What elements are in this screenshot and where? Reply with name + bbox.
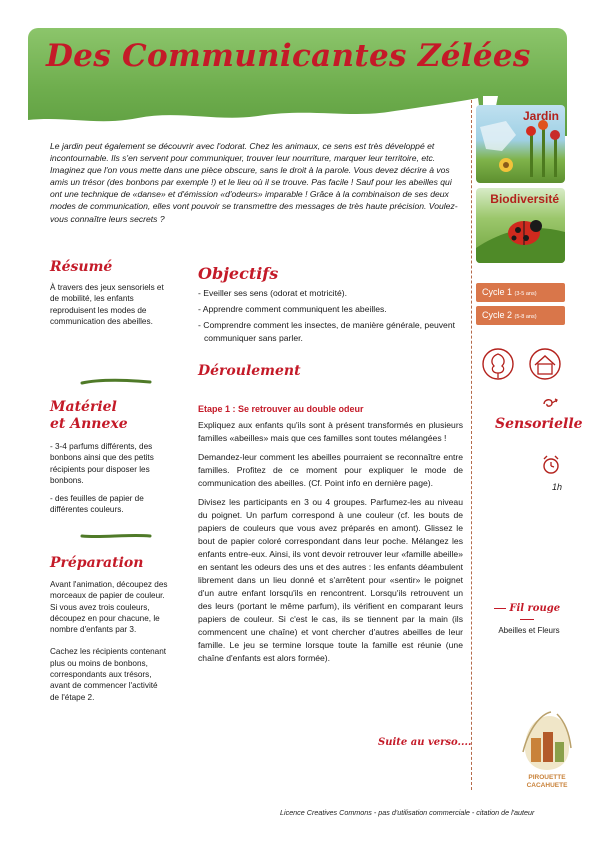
card-label-jardin: Jardin <box>522 109 559 123</box>
fil-rouge-label: Fil rouge <box>509 603 561 614</box>
deroulement-text <box>198 419 463 671</box>
alarm-clock-icon <box>541 454 561 476</box>
intro-paragraph: Imaginez que l'on vous mette dans une pièce obscure, sans le droit à la parole. Vous devez décrire à vos amis un trésor (des bonbons par exemple !) et le lieu où il se trouve. Pas facile ! Sauf pour les abeilles qui ont une technique de «danse» et d'émission «d'odeurs» imparable ! Grâce à la combinaison de ses deux modes de communication, elles vont pouvoir se transmettre des messages de très haute précision. Voulez-vous connaître leurs secrets ? <box>50 165 458 224</box>
objectif-item: - Apprendre comment communiquent les abeilles. <box>198 304 387 314</box>
cycle-badge-1 <box>476 283 565 302</box>
intro-paragraph: Le jardin peut également se découvrir avec l'odorat. Chez les animaux, ce sens est très développé et incontournable. Ils s'en servent pour communiquer, trouver leur nourriture, marquer leur territoire, etc. <box>50 141 436 164</box>
theme-card-biodiversite <box>476 188 565 263</box>
fil-rouge-heading <box>486 603 568 625</box>
column-divider <box>471 100 472 790</box>
preparation-text <box>50 579 168 703</box>
page-title: Des Communicantes Zélées <box>46 38 531 74</box>
outdoor-icon <box>480 346 516 382</box>
deroulement-paragraph: Expliquez aux enfants qu'ils sont à présent transformés en plusieurs familles «abeilles» mais que ces familles sont toutes mélangées ! <box>198 420 463 443</box>
cycle-label: Cycle 1 <box>482 287 513 297</box>
objectifs-heading: Objectifs <box>198 264 279 283</box>
logo-line1: PIROUETTE <box>528 774 566 781</box>
intro-text <box>50 140 465 225</box>
cycle-badge-2 <box>476 306 565 325</box>
cycle-age: (5-8 ans) <box>514 314 537 320</box>
duration-value: 1h <box>552 482 563 492</box>
deroulement-paragraph: Divisez les participants en 3 ou 4 groupes. Parfumez-les au niveau du poignet. Un parfum correspond à une couleur (cf. les bouts de papiers de couleurs que vous avez préparés en amont). Glissez le bout de papier coloré correspondant dans leur poche. Mélangez les enfants entre-eux. Ainsi, ils vont devoir retrouver leur «famille abeille» en sentant les odeurs des uns et des autres : les enfants déambulent librement dans un lieu donné et s'arrêtent pour «sentir» le poignet d'un autre enfant lorsqu'ils en rencontrent. Lorsqu'ils retrouvent un des leurs (portant le même parfum), ils vérifient en comparant leurs papiers de couleur. Si c'est le cas, ils se tiennent par la main (ils commencent une chaîne) et vont chercher d'autres abeilles de leur famille. Le jeu se termine lorsque toute la famille est réunie (une chaîne d'enfants est alors formée). <box>198 497 463 663</box>
resume-text: À travers des jeux sensoriels et de mobilité, les enfants reproduisent les modes de communication des abeilles. <box>50 283 164 326</box>
materiel-item: - 3-4 parfums différents, des bonbons ainsi que des petits récipients pour disposer les bonbons. <box>50 442 154 485</box>
continue-link[interactable]: Suite au verso.... <box>378 737 472 748</box>
cycle-age: (3-5 ans) <box>514 291 537 297</box>
brush-stroke-divider <box>80 378 152 386</box>
logo-text <box>519 774 575 790</box>
deroulement-paragraph: Demandez-leur comment les abeilles pourraient se reconnaître entre familles. Profitez de ce moment pour expliquer le mode de communication des abeilles. (Cf. Point info en dernière page). <box>198 452 463 488</box>
brush-stroke-divider <box>80 532 152 540</box>
objectifs-list <box>198 287 463 348</box>
preparation-paragraph: Avant l'animation, découpez des morceaux de papier de couleur. Si vous avez trois couleurs, découpez en pour chacune, le nombre d'enfants par 3. <box>50 580 168 635</box>
indoor-icon <box>527 346 563 382</box>
deroulement-heading: Déroulement <box>198 363 301 379</box>
logo-line2: CACAHUETE <box>526 782 568 789</box>
step-title: Etape 1 : Se retrouver au double odeur <box>198 404 364 414</box>
resume-heading: Résumé <box>50 259 113 275</box>
logo-illustration <box>519 708 575 772</box>
materiel-list <box>50 441 168 516</box>
fil-rouge-text: Abeilles et Fleurs <box>498 626 560 635</box>
activity-type: Sensorielle <box>495 416 583 432</box>
cycle-label: Cycle 2 <box>482 310 513 320</box>
theme-card-jardin <box>476 105 565 183</box>
materiel-item: - des feuilles de papier de différentes couleurs. <box>50 494 144 515</box>
pirouette-cacahuete-logo <box>519 708 575 796</box>
preparation-heading: Préparation <box>50 555 144 571</box>
license-footer: Licence Creatives Commons - pas d'utilisation commerciale - citation de l'auteur <box>280 808 535 817</box>
objectif-item: - Eveiller ses sens (odorat et motricité). <box>198 288 348 298</box>
objectif-item: - Comprendre comment les insectes, de manière générale, peuvent communiquer sans parler. <box>198 320 455 343</box>
sense-icon <box>541 396 559 410</box>
materiel-heading-line1: Matériel <box>50 399 117 415</box>
card-label-biodiversite: Biodiversité <box>490 192 559 206</box>
preparation-paragraph: Cachez les récipients contenant plus ou moins de bonbons, correspondants aux trésors, avant de commencer l'activité de l'étape 2. <box>50 647 167 702</box>
materiel-heading <box>50 399 128 433</box>
materiel-heading-line2: et Annexe <box>50 416 128 432</box>
